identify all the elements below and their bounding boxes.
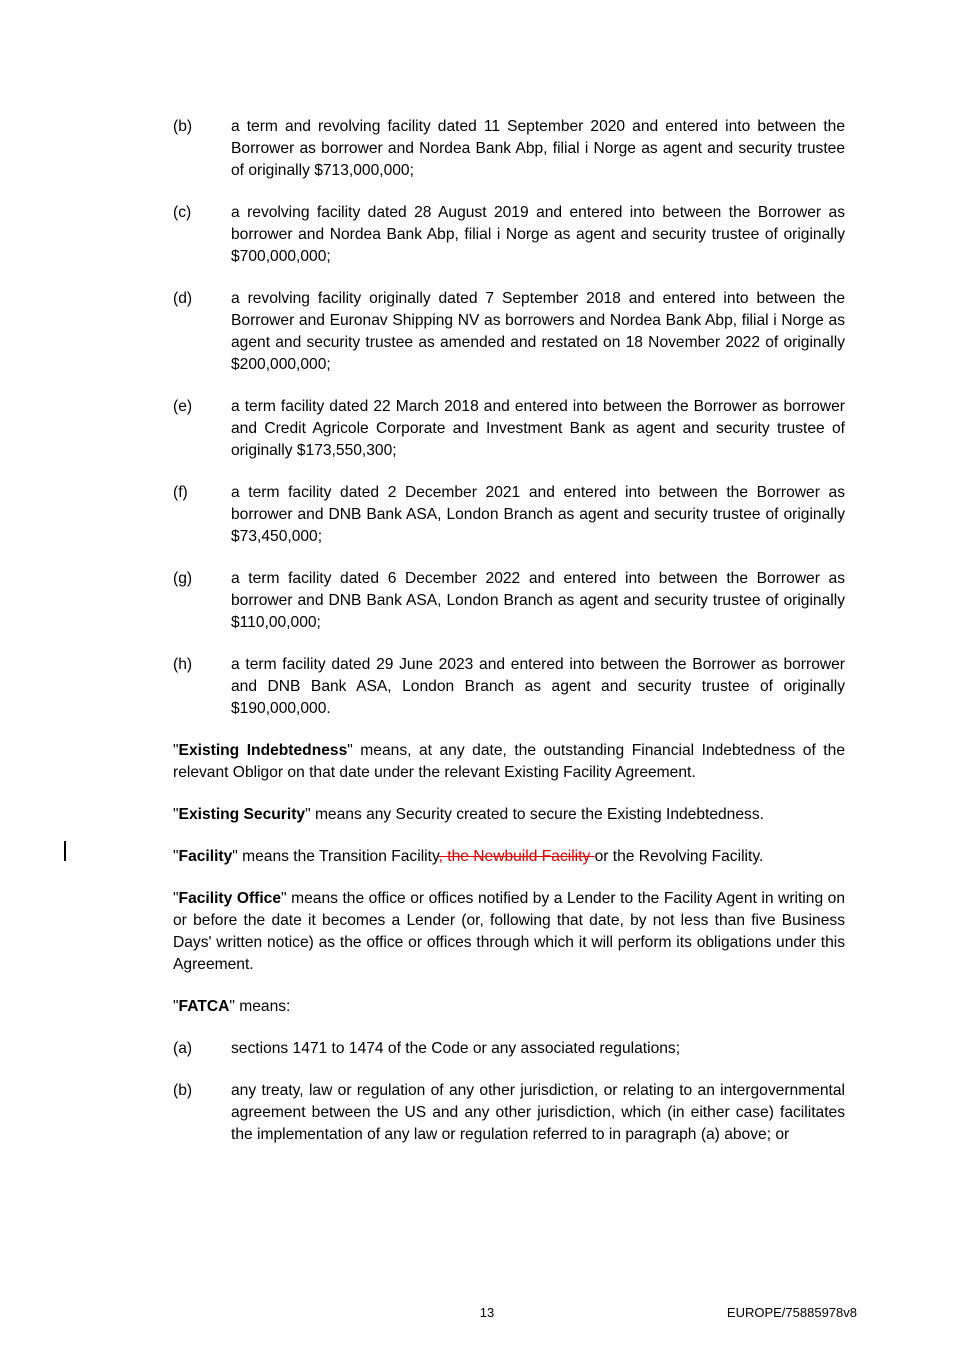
list-item xyxy=(173,288,845,376)
definition-text: " means: xyxy=(229,998,291,1015)
list-item xyxy=(173,116,845,182)
definition-text: " means the office or offices notified by a Lender to the Facility Agent in writing on or before the date it becomes a Lender (or, following that date, by not less than five Business Days' written notice) as the office or offices through which it will perform its obligations under this Agreement. xyxy=(173,890,846,973)
definition-facility: "Facility" means the Transition Facility, the Newbuild Facility or the Revolving Facility. xyxy=(173,848,764,865)
list-item xyxy=(173,482,845,548)
list-item-label: (g) xyxy=(173,570,193,587)
definition-text-end: or the Revolving Facility. xyxy=(594,848,764,865)
definition-facility-office: "Facility Office" means the office or offices notified by a Lender to the Facility Agent in writing on or before the date it becomes a Lender (or, following that date, by not less than five Business Days' written notice) as the office or offices through which it will perform its obligations under this Agreement. xyxy=(173,890,846,973)
definition-existing-security: "Existing Security" means any Security created to secure the Existing Indebtedness. xyxy=(173,806,764,823)
definition-existing-indebtedness: "Existing Indebtedness" means, at any date, the outstanding Financial Indebtedness of the relevant Obligor on that date under the relevant Existing Facility Agreement. xyxy=(173,742,845,781)
list-item-text: any treaty, law or regulation of any other jurisdiction, or relating to an intergovernmental agreement between the US and any other jurisdiction, which (in either case) facilitates the implementation of any law or regulation referred to in paragraph (a) above; or xyxy=(231,1082,845,1143)
definition-text: " means, at any date, the outstanding Financial Indebtedness of the relevant Obligor on that date under the relevant Existing Facility Agreement. xyxy=(173,742,845,781)
definition-fatca: "FATCA" means: xyxy=(173,998,291,1015)
document-body xyxy=(173,116,845,1166)
deleted-text: , the Newbuild Facility xyxy=(438,848,595,865)
list-item-label: (b) xyxy=(173,118,193,135)
list-item-label: (d) xyxy=(173,290,193,307)
defined-term: FATCA xyxy=(178,998,230,1015)
list-item-text: a term and revolving facility dated 11 September 2020 and entered into between the Borrower as borrower and Nordea Bank Abp, filial i Norge as agent and security trustee of originally $713,000,000; xyxy=(231,118,845,179)
list-item-text: a term facility dated 6 December 2022 and entered into between the Borrower as borrower and DNB Bank ASA, London Branch as agent and security trustee of originally $110,00,000; xyxy=(231,570,845,631)
list-item xyxy=(173,1080,845,1146)
list-item-label: (h) xyxy=(173,656,193,673)
list-item-label: (a) xyxy=(173,1040,193,1057)
change-bar xyxy=(64,841,66,861)
list-item-text: a revolving facility originally dated 7 September 2018 and entered into between the Borrower and Euronav Shipping NV as borrowers and Nordea Bank Abp, filial i Norge as agent and security trustee as amended and restated on 18 November 2022 of originally $200,000,000; xyxy=(231,290,845,373)
list-item xyxy=(173,202,845,268)
list-item-text: a term facility dated 2 December 2021 and entered into between the Borrower as borrower and DNB Bank ASA, London Branch as agent and security trustee of originally $73,450,000; xyxy=(231,484,845,545)
list-item-text: a revolving facility dated 28 August 2019 and entered into between the Borrower as borrower and Nordea Bank Abp, filial i Norge as agent and security trustee of originally $700,000,000; xyxy=(231,204,845,265)
list-item-text: sections 1471 to 1474 of the Code or any associated regulations; xyxy=(231,1040,681,1057)
list-item-text: a term facility dated 29 June 2023 and entered into between the Borrower as borrower and DNB Bank ASA, London Branch as agent and security trustee of originally $190,000,000. xyxy=(231,656,845,717)
definition-text: " means the Transition Facility xyxy=(232,848,439,865)
defined-term: Existing Security xyxy=(178,806,306,823)
definition-text: " means any Security created to secure the Existing Indebtedness. xyxy=(305,806,764,823)
defined-term: Existing Indebtedness xyxy=(178,742,348,759)
defined-term: Facility Office xyxy=(178,890,282,907)
list-item xyxy=(173,568,845,634)
list-item-label: (c) xyxy=(173,204,192,221)
list-item xyxy=(173,396,845,462)
defined-term: Facility xyxy=(178,848,233,865)
page-number: 13 xyxy=(479,1305,495,1320)
list-item-text: a term facility dated 22 March 2018 and entered into between the Borrower as borrower and Credit Agricole Corporate and Investment Bank as agent and security trustee of originally $173,550,300; xyxy=(231,398,845,459)
list-item xyxy=(173,1038,845,1060)
list-item-label: (f) xyxy=(173,484,188,501)
list-item-label: (b) xyxy=(173,1082,193,1099)
list-item xyxy=(173,654,845,720)
document-reference: EUROPE/75885978v8 xyxy=(726,1305,857,1320)
list-item-label: (e) xyxy=(173,398,193,415)
